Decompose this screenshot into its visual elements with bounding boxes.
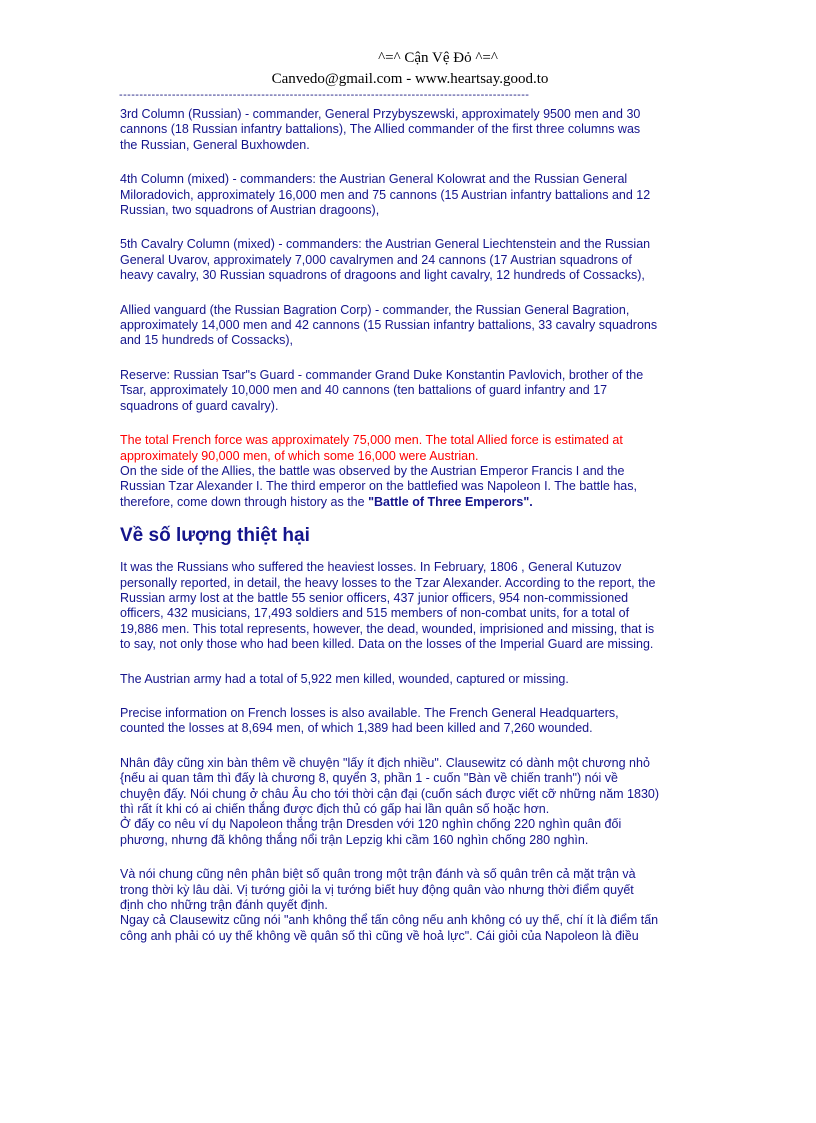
paragraph-3rd-column: 3rd Column (Russian) - commander, General Przybyszewski, approximately 9500 men and 30 cannons (18 Russian infantry battalions), The Allied commander of the first three columns was the Russian, General Buxhowden.	[120, 107, 641, 152]
paragraph-force-totals: The total French force was approximately 75,000 men. The total Allied force is estimated at approximately 90,000 men, of which some 16,000 were Austrian. On the side of the Allies, the battle was observed by the Austrian Emperor Francis I and the Russian Tzar Alexander I. The third emperor on the battlefied was Napoleon I. The battle has, therefore, come down through history as the "Battle of Three Emperors".	[120, 433, 637, 509]
paragraph-troop-concentration: Và nói chung cũng nên phân biệt số quân trong một trận đánh và số quân trên cả mặt trận và trong thời kỳ lâu dài. Vị tướng giỏi la vị tướng biết huy động quân vào nhưng thời điểm quyết định cho những trận đánh quyết định. Ngay cả Clausewitz cũng nói "anh không thể tấn công nếu anh không có uy thế, chí ít là điểm tấn công anh phải có uy thế không về quân số thì cũng về hoả lực". Cái giỏi của Napoleon là điều	[120, 867, 659, 943]
paragraph-5th-cavalry-column: 5th Cavalry Column (mixed) - commanders: the Austrian General Liechtenstein and the Russian General Uvarov, approximately 7,000 cavalrymen and 24 cannons (17 Austrian squadrons of heavy cavalry, 30 Russian squadrons of dragoons and light cavalry, 12 hundreds of Cossacks),	[120, 237, 651, 283]
highlighted-totals: The total French force was approximately 75,000 men. The total Allied force is estimated at	[120, 433, 623, 448]
paragraph-russian-losses: It was the Russians who suffered the heaviest losses. In February, 1806 , General Kutuzov personally reported, in detail, the heavy losses to the Tzar Alexander. According to the report, the Russian army lost at the battle 55 senior officers, 437 junior officers, 954 non-commissioned officers, 432 musicians, 17,493 soldiers and 515 members of non-combat units, for a total of 19,886 men. This total represents, however, the dead, wounded, imprisioned and missing, that is to say, not only those who had been killed. Data on the losses of the Imperial Guard are missing.	[120, 560, 656, 652]
header-contact: Canvedo@gmail.com - www.heartsay.good.to	[271, 71, 549, 87]
paragraph-austrian-losses: The Austrian army had a total of 5,922 men killed, wounded, captured or missing.	[120, 671, 569, 686]
header-title: ^=^ Cận Vệ Đỏ ^=^	[378, 50, 498, 66]
paragraph-allied-vanguard: Allied vanguard (the Russian Bagration Corp) - commander, the Russian General Bagration, approximately 14,000 men and 42 cannons (15 Russian infantry battalions, 33 cavalry squadrons and 15 hundreds of Cossacks),	[120, 302, 658, 348]
paragraph-french-losses: Precise information on French losses is also available. The French General Headquarters, counted the losses at 8,694 men, of which 1,389 had been killed and 7,260 wounded.	[120, 705, 619, 736]
battle-name-bold: "Battle of Three Emperors".	[368, 494, 533, 509]
paragraph-reserve-guard: Reserve: Russian Tsar"s Guard - commander Grand Duke Konstantin Pavlovich, brother of the Tsar, approximately 10,000 men and 40 cannons (ten battalions of guard infantry and 17 squadrons of guard cavalry).	[120, 367, 644, 413]
header-divider: -----------------------------------------------------------------------------------------------------	[119, 89, 530, 101]
document-body	[120, 107, 710, 944]
paragraph-clausewitz-note: Nhân đây cũng xin bàn thêm về chuyện "lấy ít địch nhiều". Clausewitz có dành một chương nhỏ {nếu ai quan tâm thì đấy là chương 8, quyển 3, phần 1 - cuốn "Bàn về chiến tranh") nói về chuyện đấy. Nói chung ở châu Âu cho tới thời cận đại (cuốn sách được viết cỡ những năm 1830) thì rất ít khi có ai chiến thắng được địch thủ có gấp hai lần quân số hoặc hơn. Ở đấy co nêu ví dụ Napoleon thắng trận Dresden với 120 nghìn chống 220 nghìn quân đối phương, nhưng đã không thắng nổi trận Lepzig khi cầm 160 nghìn chống 280 nghìn.	[120, 755, 660, 847]
paragraph-4th-column: 4th Column (mixed) - commanders: the Austrian General Kolowrat and the Russian General Miloradovich, approximately 16,000 men and 75 cannons (15 Austrian infantry battalions and 12 Russian, two squadrons of Austrian dragoons),	[120, 172, 651, 218]
section-heading: Về số lượng thiệt hại	[120, 525, 310, 547]
